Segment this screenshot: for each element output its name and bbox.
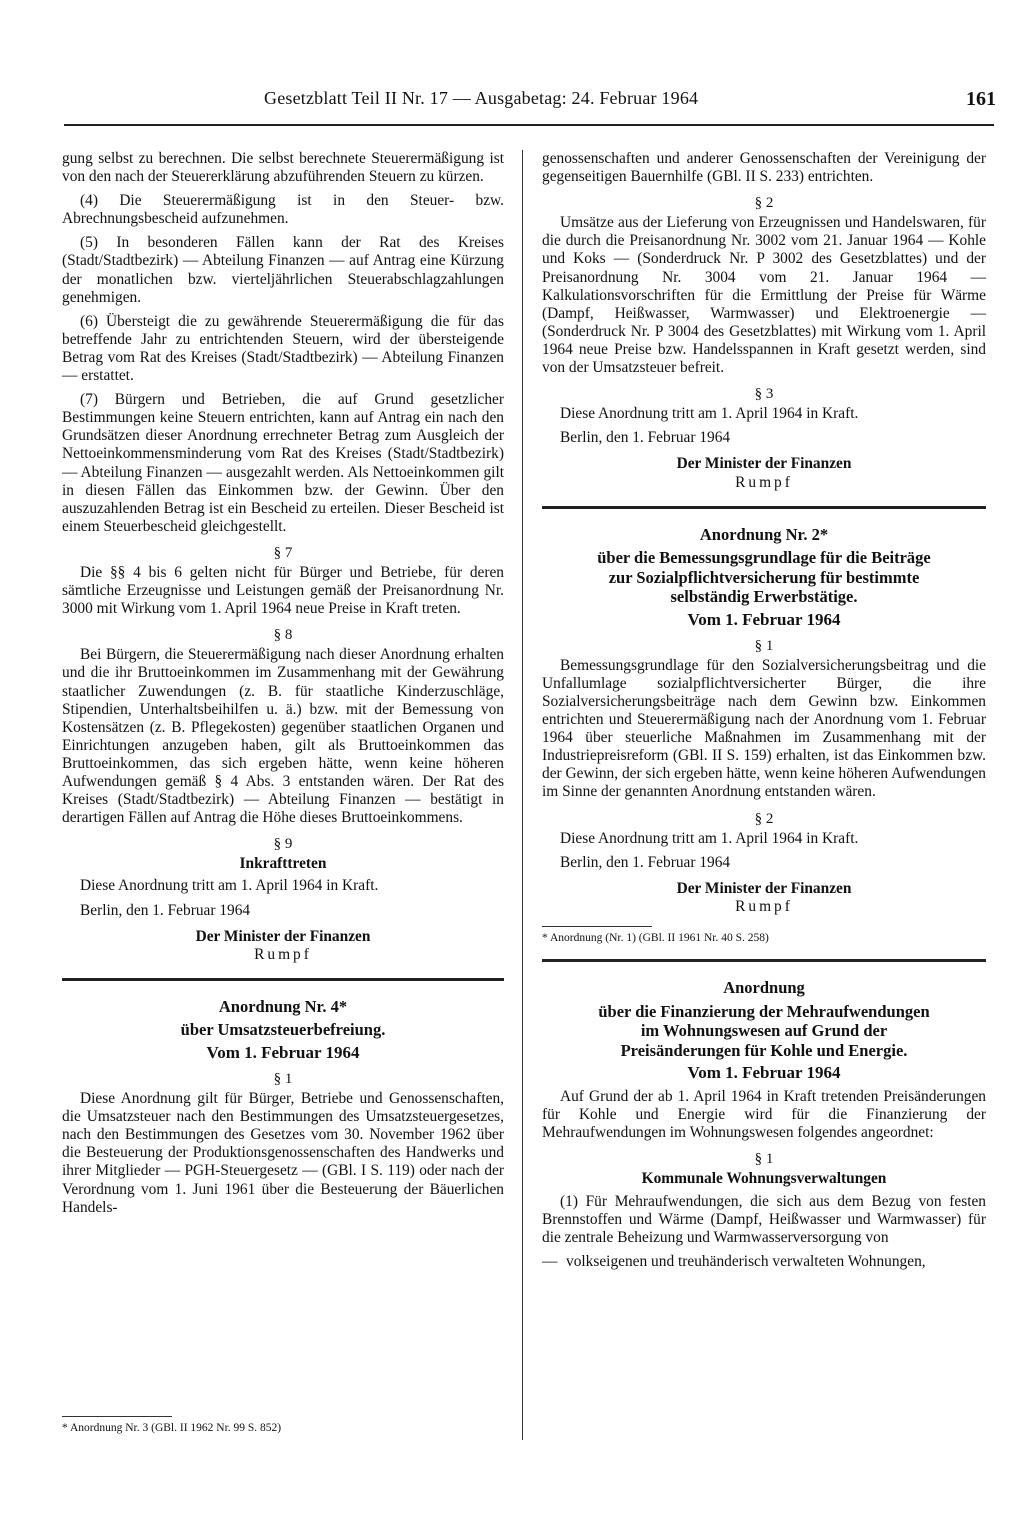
dash-bullet: — xyxy=(542,1252,558,1270)
right-column xyxy=(542,150,986,1271)
paragraph: Diese Anordnung gilt für Bürger, Betriebe und Genossenschaften, die Umsatzsteuer nach den Bestimmungen des Umsatzsteuergesetzes, nach den Bestimmungen des Gesetzes vom 30. November 1962 über die Besteuerung der Produktionsgenossenschaften des Handwerks und ihrer Mitglieder — PGH-Steuergesetz — (GBl. I S. 119) oder nach der Verordnung vom 1. Juni 1961 über die Besteuerung der Bäuerlichen Handels- xyxy=(62,1090,504,1216)
paragraph: Diese Anordnung tritt am 1. April 1964 in Kraft. xyxy=(80,877,379,895)
column-divider xyxy=(522,150,523,1440)
paragraph: Diese Anordnung tritt am 1. April 1964 in Kraft. xyxy=(560,405,859,423)
ordinance-subtitle: selbständig Erwerbstätige. xyxy=(670,587,858,607)
ordinance-subtitle: Preisänderungen für Kohle und Energie. xyxy=(620,1040,908,1060)
paragraph: (7) Bürgern und Betrieben, die auf Grund gesetzlicher Bestimmungen keine Steuern entrichten, kann auf Antrag ein nach den Grundsätzen dieser Anordnung errechneter Betrag zum Ausgleich der Nettoeinkommensminderung vom Rat des Kreises (Stadt/Stadtbezirk) — Abteilung Finanzen — ausgezahlt werden. Als Nettoeinkommen gilt in diesen Fällen das Einkommen bzw. der Gewinn. Über den auszuzahlenden Betrag ist ein Bescheid zu erteilen. Dieser Bescheid ist einem Steuerbescheid gleichgestellt. xyxy=(62,391,504,535)
ordinance-subtitle: über die Finanzierung der Mehraufwendungen xyxy=(598,1001,930,1021)
section-sign: § 1 xyxy=(754,1151,774,1168)
paragraph: gung selbst zu berechnen. Die selbst berechnete Steuerermäßigung ist von den nach der Steuererklärung abzuführenden Steuern zu kürzen. xyxy=(62,150,504,186)
footnote: * Anordnung (Nr. 1) (GBl. II 1961 Nr. 40 S. 258) xyxy=(542,932,769,944)
section-rule xyxy=(542,959,986,962)
minister-name: Rumpf xyxy=(254,945,312,963)
paragraph: Die §§ 4 bis 6 gelten nicht für Bürger und Betriebe, für deren sämtliche Erzeugnisse und Leistungen gemäß der Preisanordnung Nr. 3000 mit Wirkung vom 1. April 1964 neue Preise in Kraft treten. xyxy=(62,563,504,618)
footnote-rule xyxy=(62,1416,172,1417)
section-sign: § 3 xyxy=(754,386,774,403)
ordinance-subtitle: über die Bemessungsgrundlage für die Beiträge xyxy=(597,548,931,568)
footnote-rule xyxy=(542,926,652,927)
minister-title: Der Minister der Finanzen xyxy=(676,879,852,897)
paragraph: (5) In besonderen Fällen kann der Rat des Kreises (Stadt/Stadtbezirk) — Abteilung Finanzen — auf Antrag eine Kürzung der monatlichen bzw. vierteljährlichen Steuerabschlagzahlungen genehmigen. xyxy=(62,234,504,306)
section-rule xyxy=(62,978,504,981)
ordinance-title: Anordnung Nr. 2* xyxy=(699,524,829,544)
page-number: 161 xyxy=(966,88,996,110)
list-item xyxy=(542,1253,986,1271)
paragraph: Bei Bürgern, die Steuerermäßigung nach dieser Anordnung erhalten und die ihr Bruttoeinkommen im Zusammenhang mit der Gewährung staatlicher Zuwendungen (z. B. für staatliche Kinderzuschläge, Stipendien, Unterhaltsbeihilfen u. ä.) bzw. mit der Bemessung von Kostensätzen (z. B. Pflegekosten) gegenüber staatlichen Organen und Einrichtungen anzugeben haben, gilt als Bruttoeinkommen das Bruttoeinkommen, das sich ergeben hätte, wenn keine höheren Aufwendungen gemäß § 4 Abs. 3 entstanden wären. Der Rat des Kreises (Stadt/Stadtbezirk) — Abteilung Finanzen — bestätigt in derartigen Fällen auf Antrag die Höhe dieses Bruttoeinkommens. xyxy=(62,646,504,827)
ordinance-date: Vom 1. Februar 1964 xyxy=(687,1063,841,1082)
ordinance-date: Vom 1. Februar 1964 xyxy=(687,609,841,629)
minister-title: Der Minister der Finanzen xyxy=(676,455,852,473)
left-footnote-block xyxy=(62,1406,504,1435)
place-date: Berlin, den 1. Februar 1964 xyxy=(80,901,251,919)
section-title: Inkrafttreten xyxy=(239,855,327,873)
footnote: * Anordnung Nr. 3 (GBl. II 1962 Nr. 99 S. 852) xyxy=(62,1422,282,1434)
paragraph: Auf Grund der ab 1. April 1964 in Kraft tretenden Preisänderungen für Kohle und Energie wird für die Finanzierung der Mehraufwendungen im Wohnungswesen folgendes angeordnet: xyxy=(542,1088,986,1142)
paragraph: Umsätze aus der Lieferung von Erzeugnissen und Handelswaren, für die durch die Preisanordnung Nr. 3002 vom 21. Januar 1964 — Kohle und Koks — (Sonderdruck Nr. P 3002 des Gesetzblattes) und der Preisanordnung Nr. 3004 vom 21. Januar 1964 — Kalkulationsvorschriften für die Ermittlung der Preise für Wärme (Dampf, Heißwasser, Warmwasser) und Elektroenergie — (Sonderdruck Nr. P 3004 des Gesetzblattes) mit Wirkung vom 1. April 1964 neue Preise bzw. Handelsspannen in Kraft gesetzt werden, sind von der Umsatzsteuer befreit. xyxy=(542,214,986,377)
left-column xyxy=(62,150,504,1223)
ordinance-title: Anordnung Nr. 4* xyxy=(218,996,348,1016)
section-sign: § 7 xyxy=(273,544,293,561)
paragraph: genossenschaften und anderer Genossenschaften der Vereinigung der gegenseitigen Bauernhilfe (GBl. II S. 233) entrichten. xyxy=(542,150,986,186)
section-sign: § 9 xyxy=(273,836,293,853)
page-header xyxy=(64,88,996,118)
header-rule xyxy=(64,124,994,126)
section-sign: § 1 xyxy=(273,1070,293,1087)
paragraph: Bemessungsgrundlage für den Sozialversicherungsbeitrag und die Unfallumlage sozialpflichtversicherter Bürger, die ihre Sozialversicherungsbeiträge nach dem Gewinn bzw. Einkommen entrichten und Steuerermäßigung nach der Anordnung vom 1. Februar 1964 über steuerliche Maßnahmen im Zusammenhang mit der Industriepreisreform (GBl. II S. 159) erhalten, ist das Einkommen bzw. der Gewinn, der sich ergeben hätte, wenn keine höheren Aufwendungen im Sinne der genannten Anordnung entstanden wären. xyxy=(542,656,986,801)
section-sign: § 8 xyxy=(273,627,293,644)
ordinance-title: Anordnung xyxy=(723,978,805,997)
minister-name: Rumpf xyxy=(735,473,793,491)
section-title: Kommunale Wohnungsverwaltungen xyxy=(641,1170,887,1188)
ordinance-subtitle: über Umsatzsteuerbefreiung. xyxy=(180,1020,386,1040)
section-sign: § 2 xyxy=(754,810,774,827)
section-rule xyxy=(542,506,986,509)
list-item-text: volkseigenen und treuhänderisch verwalteten Wohnungen, xyxy=(566,1252,926,1270)
paragraph: Diese Anordnung tritt am 1. April 1964 in Kraft. xyxy=(560,829,859,847)
minister-name: Rumpf xyxy=(735,897,793,915)
paragraph: (6) Übersteigt die zu gewährende Steuerermäßigung die für das betreffende Jahr zu entrichtenden Steuern, wird der übersteigende Betrag vom Rat des Kreises (Stadt/Stadtbezirk) — Abteilung Finanzen — erstattet. xyxy=(62,312,504,385)
ordinance-subtitle: im Wohnungswesen auf Grund der xyxy=(640,1021,888,1040)
section-sign: § 1 xyxy=(754,637,774,654)
place-date: Berlin, den 1. Februar 1964 xyxy=(560,853,731,871)
section-sign: § 2 xyxy=(754,195,774,212)
paragraph: (4) Die Steuerermäßigung ist in den Steuer- bzw. Abrechnungsbescheid aufzunehmen. xyxy=(62,192,504,228)
ordinance-date: Vom 1. Februar 1964 xyxy=(206,1042,360,1062)
place-date: Berlin, den 1. Februar 1964 xyxy=(560,429,731,447)
ordinance-subtitle: zur Sozialpflichtversicherung für bestimmte xyxy=(608,567,920,587)
paragraph: (1) Für Mehraufwendungen, die sich aus dem Bezug von festen Brennstoffen und Wärme (Dampf, Heißwasser und Warmwasser) für die zentrale Beheizung und Warmwasserversorgung von xyxy=(542,1192,986,1246)
header-title: Gesetzblatt Teil II Nr. 17 — Ausgabetag: 24. Februar 1964 xyxy=(264,88,699,108)
minister-title: Der Minister der Finanzen xyxy=(195,927,371,945)
